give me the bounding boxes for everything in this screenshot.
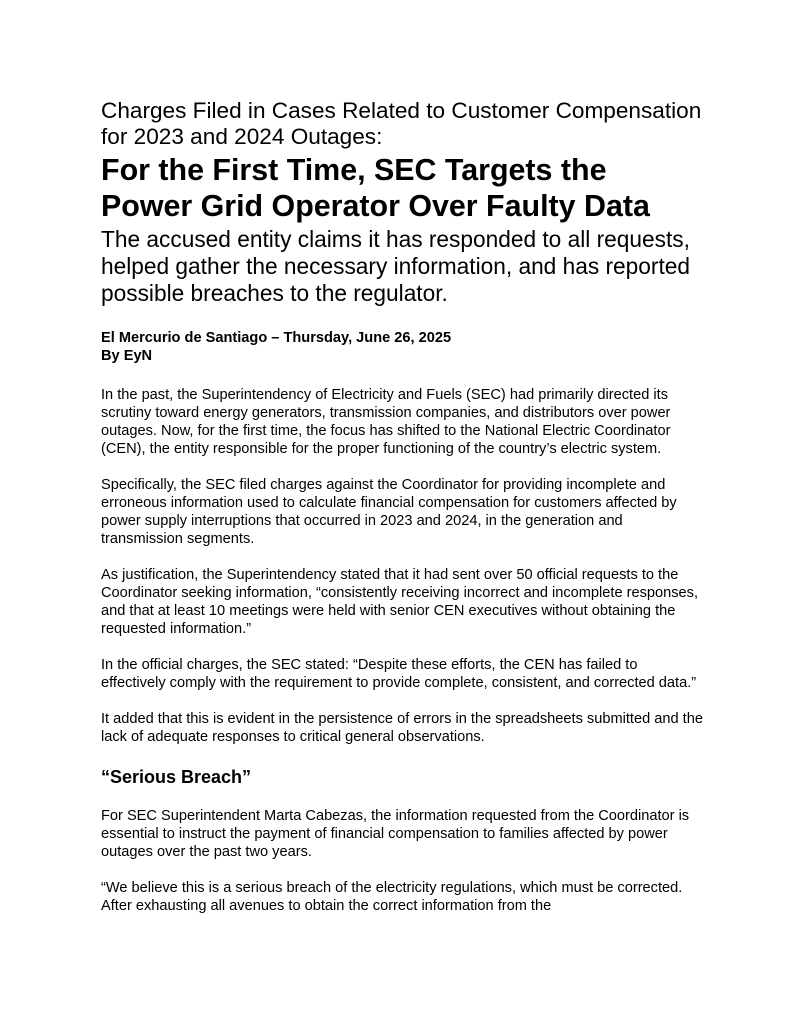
body-paragraph: In the official charges, the SEC stated: “Despite these efforts, the CEN has failed to effectively comply with the requirement to provide complete, consistent, and corrected data.” xyxy=(101,657,697,691)
body-paragraph: As justification, the Superintendency stated that it had sent over 50 official requests to the Coordinator seeking information, “consistently receiving incorrect and incomplete responses, and that at least 10 meetings were held with senior CEN executives without obtaining the requested information.” xyxy=(101,567,699,637)
article-kicker: Charges Filed in Cases Related to Customer Compensation for 2023 and 2024 Outages: xyxy=(101,98,702,149)
body-paragraph: It added that this is evident in the persistence of errors in the spreadsheets submitted and the lack of adequate responses to critical general observations. xyxy=(101,711,703,745)
article-headline: For the First Time, SEC Targets the Power Grid Operator Over Faulty Data xyxy=(101,153,650,223)
body-paragraph: For SEC Superintendent Marta Cabezas, the information requested from the Coordinator is essential to instruct the payment of financial compensation to families affected by power outages over the past two years. xyxy=(101,808,690,860)
body-paragraph: Specifically, the SEC filed charges against the Coordinator for providing incomplete and erroneous information used to calculate financial compensation for customers affected by power supply interruptions that occurred in 2023 and 2024, in the generation and transmission segments. xyxy=(101,477,677,547)
byline xyxy=(101,329,704,365)
source-line: El Mercurio de Santiago – Thursday, June 26, 2025 xyxy=(101,330,452,346)
article-subhead: The accused entity claims it has responded to all requests, helped gather the necessary information, and has reported possible breaches to the regulator. xyxy=(101,226,690,306)
body-paragraph: In the past, the Superintendency of Electricity and Fuels (SEC) had primarily directed its scrutiny toward energy generators, transmission companies, and distributors over power outages. Now, for the first time, the focus has shifted to the National Electric Coordinator (CEN), the entity responsible for the proper functioning of the country’s electric system. xyxy=(101,387,671,457)
body-paragraph: “We believe this is a serious breach of the electricity regulations, which must be corrected. After exhausting all avenues to obtain the correct information from the xyxy=(101,880,683,914)
section-heading: “Serious Breach” xyxy=(101,767,252,787)
author-line: By EyN xyxy=(101,348,153,364)
